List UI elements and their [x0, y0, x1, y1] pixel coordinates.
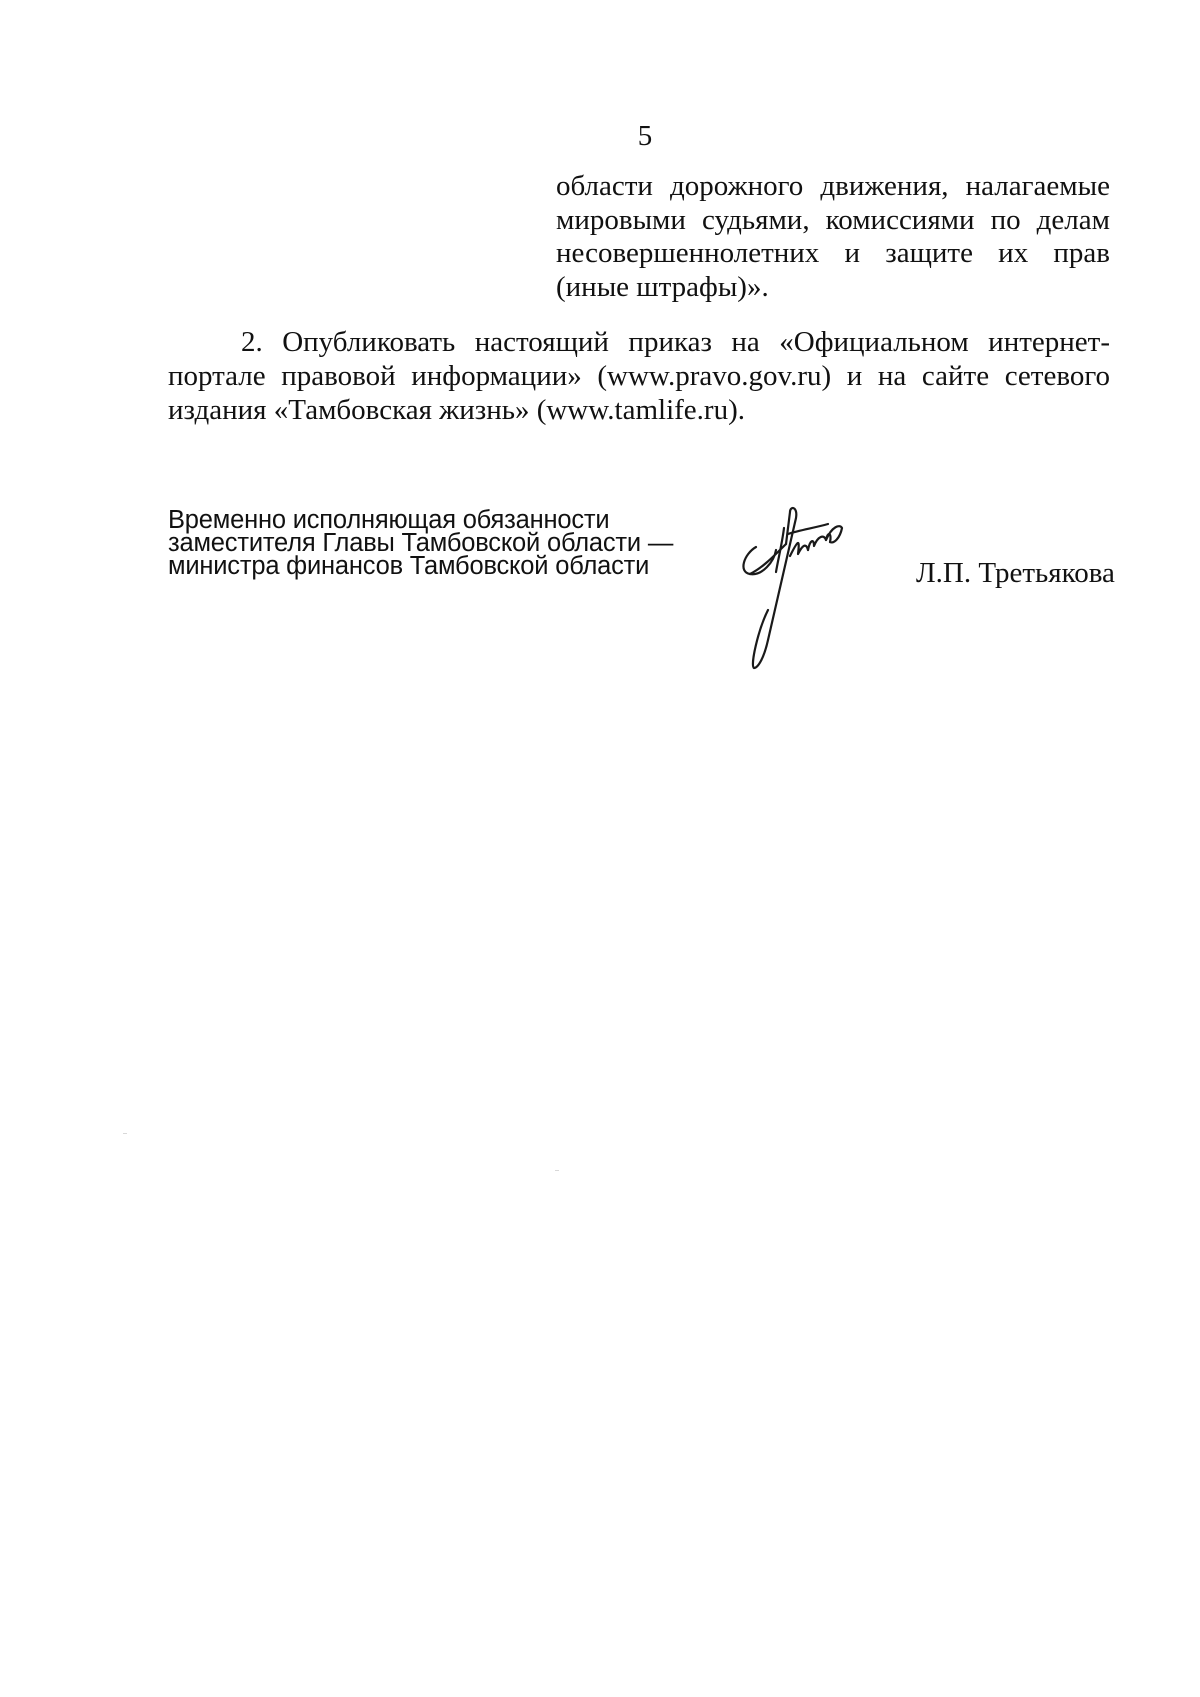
signatory-name: Л.П. Третьякова [916, 557, 1115, 589]
scan-artifact [555, 1170, 559, 1171]
signatory-title-line: Временно исполняющая обязанности [168, 506, 610, 534]
scan-artifact [123, 1133, 127, 1134]
continuation-text: области дорожного движения, налагаемые мировыми судьями, комиссиями по делам несовершеннолетних и защите их прав (иные штрафы)». [556, 170, 1110, 303]
page-number: 5 [637, 120, 653, 152]
handwritten-signature-icon [728, 500, 878, 675]
signatory-title-line: заместителя Главы Тамбовской области — [168, 529, 674, 557]
paragraph-2: 2. Опубликовать настоящий приказ на «Официальном интернет-портале правовой информации» (www.pravo.gov.ru) и на сайте сетевого издания «Тамбовская жизнь» (www.tamlife.ru). [168, 326, 1110, 426]
signatory-title [168, 506, 728, 580]
signatory-title-line: министра финансов Тамбовской области [168, 552, 650, 580]
